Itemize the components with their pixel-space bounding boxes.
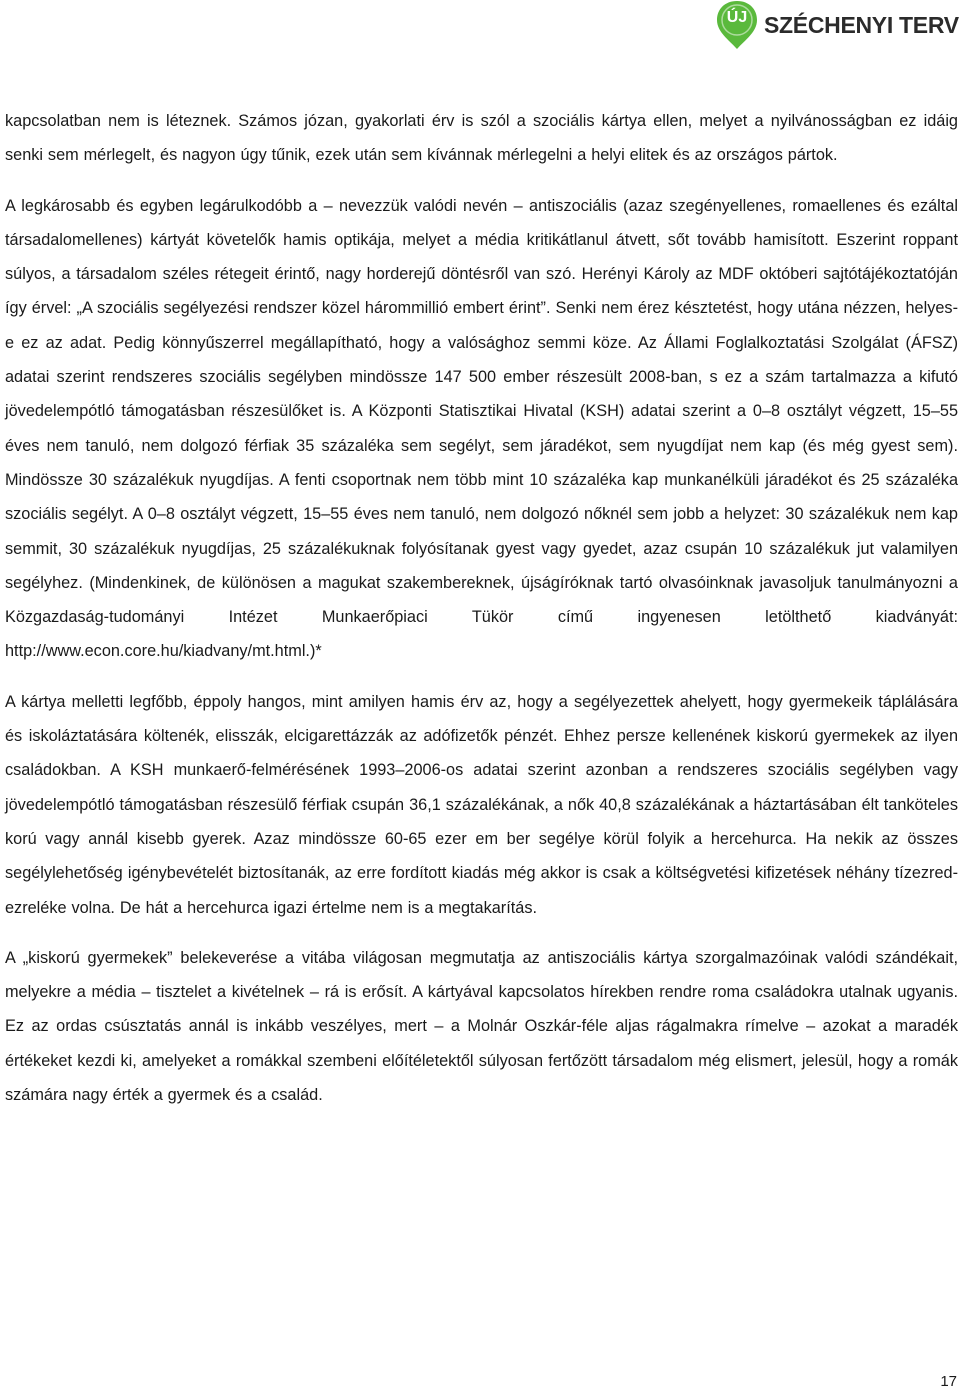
paragraph-4: A „kiskorú gyermekek” belekeverése a vitába világosan megmutatja az antiszociális kártya szorgalmazóinak valódi szándékait, melyekre a média – tisztelet a kivételnek – rá is erősít. A kártyával kapcsolatos hírekben rendre roma családokra utalnak ugyanis. Ez az ordas csúsztatás annál is inkább veszélyes, mert – a Molnár Oszkár-féle aljas rágalmakra rímelve – azokat a maradék értékeket kezdi ki, amelyeket a romákkal szembeni előítéletektől súlyosan fertőzött társadalom még elismert, jelesül, hogy a romák számára nagy érték a gyermek és a család.: [5, 948, 958, 1105]
paragraph-1: kapcsolatban nem is léteznek. Számos józan, gyakorlati érv is szól a szociális kártya ellen, melyet a nyilvánosságban ez idáig senki sem mérlegelt, és nagyon úgy tűnik, ezek után sem kívánnak mérlegelni a helyi elitek és az országos pártok.: [5, 112, 958, 165]
paragraph-3: A kártya melletti legfőbb, éppoly hangos, mint amilyen hamis érv az, hogy a segélyezettek ahelyett, hogy gyermekeik táplálására és iskoláztatására költenék, elisszák, elcigarettázzák az adófizetők pénzét. Ehhez persze kellenének kiskorú gyermekek az ilyen családokban. A KSH munkaerő-felmérésének 1993–2006-os adatai szerint azonban a rendszeres szociális segélyben vagy jövedelempótló támogatásban részesülő férfiak csupán 36,1 százalékának, a nők 40,8 százalékának a háztartásában élt tanköteles korú vagy annál kisebb gyerek. Azaz mindössze 60-65 ezer em ber segélye körül folyik a hercehurca. Ha nekik az összes segélylehetőség igénybevételét biztosítanák, az erre fordított kiadás még akkor is csak a költségvetési kifizetések néhány tízezred-ezreléke volna. De hát a hercehurca igazi értelme nem is a megtakarítás.: [5, 692, 958, 917]
szechenyi-terv-logo: [714, 0, 960, 50]
logo-badge-icon: [714, 0, 760, 51]
page-number: 17: [940, 1373, 957, 1390]
paragraph-2: A legkárosabb és egyben legárulkodóbb a – nevezzük valódi nevén – antiszociális (azaz szegényellenes, romaellenes és ezáltal társadalomellenes) kártyát követelők hamis optikája, melyet a média kritikátlanul átvett, sőt tovább hamisított. Eszerint roppant súlyos, a társadalom széles rétegeit érintő, nagy horderejű döntésről van szó. Herényi Károly az MDF októberi sajtótájékoztatóján így érvel: „A szociális segélyezési rendszer közel hárommillió embert érint”. Senki nem érez késztetést, hogy utána nézzen, helyes-e ez az adat. Pedig könnyűszerrel megállapítható, hogy a valósághoz semmi köze. Az Állami Foglalkoztatási Szolgálat (ÁFSZ) adatai szerint rendszeres szociális segélyben mindössze 147 500 ember részesült 2008-ban, s ez a szám tartalmazza a kifutó jövedelempótló támogatásban részesülőket is. A Központi Statisztikai Hivatal (KSH) adatai szerint a 0–8 osztályt végzett, 15–55 éves nem tanuló, nem dolgozó férfiak 35 százaléka sem segélyt, sem járadékot, sem nyugdíjat nem kap (és még gyest sem). Mindössze 30 százalékuk nyugdíjas. A fenti csoportnak nem több mint 10 százaléka kap munkanélküli járadékot és 25 százaléka szociális segélyt. A 0–8 osztályt végzett, 15–55 éves nem tanuló, nem dolgozó nőknél sem jobb a helyzet: 30 százalékuk nem kap semmit, 30 százalékuk nyugdíjas, 25 százalékuknak folyósítanak gyest vagy gyedet, azaz csupán 10 százalékuk jut valamilyen segélyhez. (Mindenkinek, de különösen a magukat szakembereknek, újságíróknak tartó olvasóinknak javasoljuk tanulmányozni a Közgazdaság-tudományi Intézet Munkaerőpiaci Tükör című ingyenesen letölthető kiadványát: http://www.econ.core.hu/kiadvany/mt.html.)*: [5, 196, 958, 661]
document-body: [5, 104, 958, 1112]
logo-badge-text: ÚJ: [726, 9, 748, 26]
logo-text: SZÉCHENYI TERV: [764, 11, 959, 38]
